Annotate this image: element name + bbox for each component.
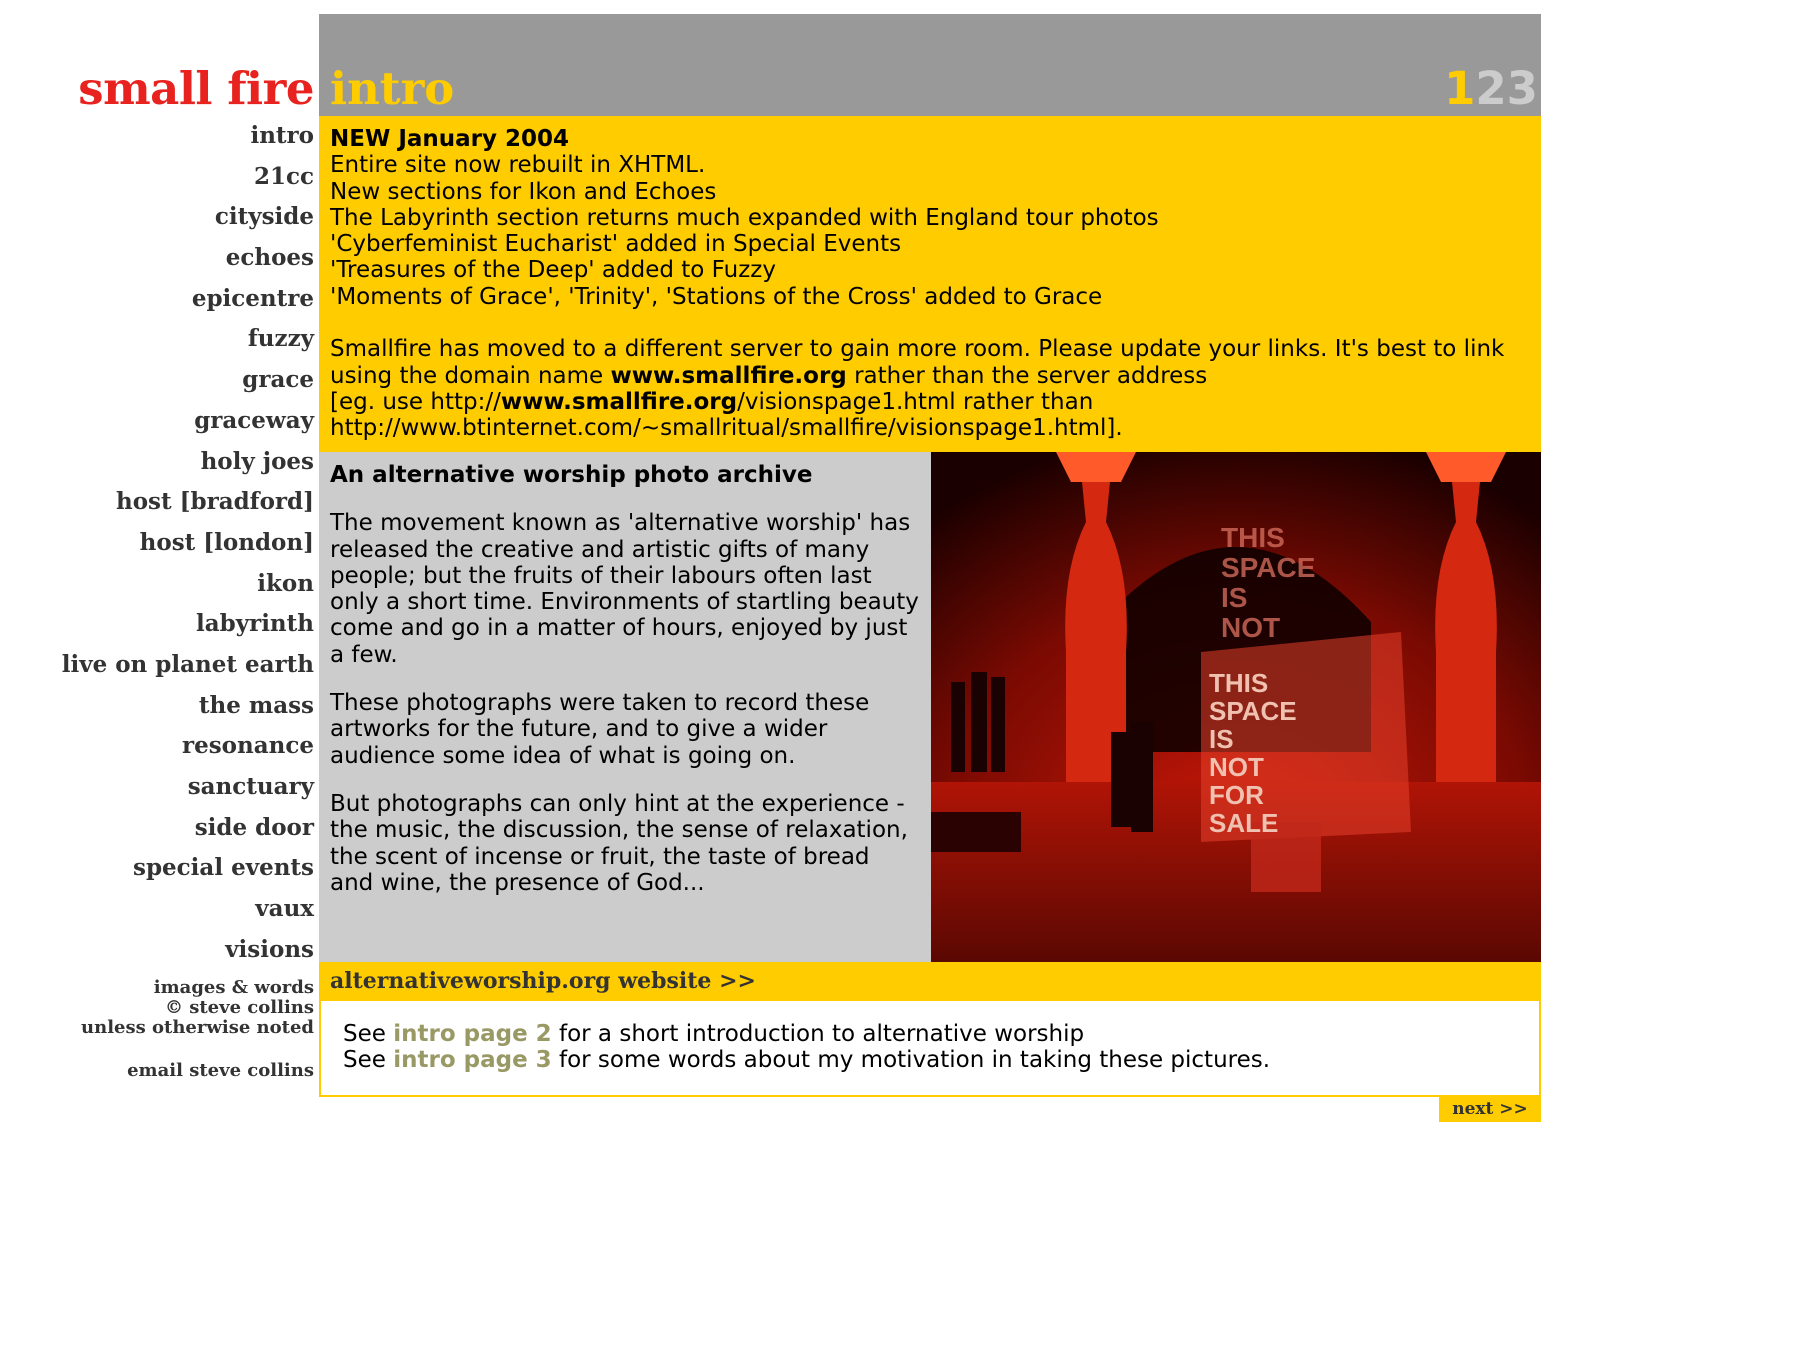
photo-sign-text: FOR — [1209, 780, 1264, 810]
server-move-notice: [eg. use http://www.smallfire.org/visionspage1.html rather than — [330, 388, 1094, 415]
news-heading: NEW January 2004 — [330, 126, 570, 152]
news-item: Entire site now rebuilt in XHTML. — [330, 152, 706, 179]
page-number-current: 1 — [1444, 62, 1476, 115]
server-move-notice: http://www.btinternet.com/~smallritual/smallfire/visionspage1.html]. — [330, 415, 1123, 442]
nav-item-visions[interactable]: visions — [225, 935, 314, 963]
intro-page-2-link[interactable]: intro page 2 — [393, 1021, 552, 1047]
nav-item-host-london[interactable]: host [london] — [139, 528, 314, 556]
nav-item-resonance[interactable]: resonance — [181, 732, 314, 760]
photo-sign-text: SALE — [1209, 808, 1279, 838]
nav-item-holy-joes[interactable]: holy joes — [200, 447, 314, 475]
news-item: 'Moments of Grace', 'Trinity', 'Stations of the Cross' added to Grace — [330, 283, 1103, 310]
domain-name: www.smallfire.org — [500, 388, 738, 415]
news-item: New sections for Ikon and Echoes — [330, 178, 717, 205]
featured-photo — [931, 452, 1541, 962]
nav-item-cityside[interactable]: cityside — [214, 203, 314, 231]
nav-item-echoes[interactable]: echoes — [225, 244, 314, 272]
nav-item-grace[interactable]: grace — [242, 366, 314, 394]
nav-item-fuzzy[interactable]: fuzzy — [247, 325, 314, 353]
nav-item-sanctuary[interactable]: sanctuary — [187, 773, 314, 800]
photo-sign-text: IS — [1209, 724, 1234, 754]
nav-item-21cc[interactable]: 21cc — [253, 162, 314, 190]
news-item: 'Cyberfeminist Eucharist' added in Special Events — [330, 231, 902, 258]
nav-item-intro[interactable]: intro — [250, 122, 314, 149]
intro-link-line: See intro page 2 for a short introduction to alternative worship — [343, 1021, 1085, 1047]
page-title: intro — [330, 62, 455, 115]
photo-sign-text: THIS — [1221, 522, 1285, 553]
archive-intro — [319, 452, 931, 962]
archive-paragraph: The movement known as 'alternative worship' has released the creative and artistic gifts of many people; but the fruits of their labours often last only a short time. Environments of startling beauty come and go in a matter of hours, enjoyed by just a few. — [330, 510, 919, 668]
nav-item-epicentre[interactable]: epicentre — [191, 284, 314, 312]
archive-paragraph: But photographs can only hint at the experience - the music, the discussion, the sense of relaxation, the scent of incense or fruit, the taste of bread and wine, the presence of God... — [330, 790, 908, 896]
nav-item-ikon[interactable]: ikon — [257, 569, 314, 597]
intro-link-line: See intro page 3 for some words about my motivation in taking these pictures. — [343, 1047, 1271, 1074]
credits-line: images & words — [153, 977, 314, 998]
credits-line: © steve collins — [164, 997, 314, 1018]
domain-name: www.smallfire.org — [610, 362, 847, 389]
credits-line: unless otherwise noted — [81, 1017, 314, 1038]
nav-item-graceway[interactable]: graceway — [194, 406, 314, 434]
site-logo[interactable]: small fire — [78, 62, 314, 115]
nav-item-labyrinth[interactable]: labyrinth — [195, 610, 314, 638]
sidebar-nav — [40, 116, 314, 970]
website-link[interactable]: alternativeworship.org website >> — [319, 962, 1541, 1001]
credits — [40, 978, 314, 1038]
archive-title: An alternative worship photo archive — [330, 462, 813, 488]
photo-illustration — [931, 452, 1541, 962]
server-move-notice: Smallfire has moved to a different server to gain more room. Please update your links. It's best to link — [330, 336, 1505, 363]
nav-item-the-mass[interactable]: the mass — [198, 691, 314, 719]
header-banner — [319, 14, 1541, 116]
next-button[interactable]: next >> — [1439, 1097, 1541, 1122]
nav-item-side-door[interactable]: side door — [194, 813, 314, 841]
photo-sign-text: NOT — [1221, 612, 1281, 643]
nav-item-special-events[interactable]: special events — [133, 854, 314, 882]
photo-sign-text: IS — [1221, 582, 1248, 613]
photo-sign-text: NOT — [1209, 752, 1264, 782]
intro-page-3-link[interactable]: intro page 3 — [393, 1047, 552, 1074]
photo-sign-text: THIS — [1209, 668, 1269, 698]
news-panel — [319, 116, 1541, 452]
nav-item-host-bradford[interactable]: host [bradford] — [115, 488, 314, 516]
email-link[interactable]: email steve collins — [127, 1060, 314, 1081]
page-number-links[interactable]: 23 — [1475, 62, 1538, 115]
archive-paragraph: These photographs were taken to record these artworks for the future, and to give a wider audience some idea of what is going on. — [330, 690, 870, 769]
news-item: 'Treasures of the Deep' added to Fuzzy — [330, 257, 776, 284]
photo-sign-text: SPACE — [1209, 696, 1297, 726]
nav-item-live-on-planet-earth[interactable]: live on planet earth — [61, 650, 314, 678]
news-item: The Labyrinth section returns much expanded with England tour photos — [330, 204, 1159, 231]
nav-item-vaux[interactable]: vaux — [255, 895, 314, 923]
intro-links — [319, 1001, 1541, 1097]
server-move-notice: using the domain name www.smallfire.org rather than the server address — [330, 362, 1208, 389]
photo-sign-text: SPACE — [1221, 552, 1316, 583]
page-numbers — [1444, 62, 1538, 115]
